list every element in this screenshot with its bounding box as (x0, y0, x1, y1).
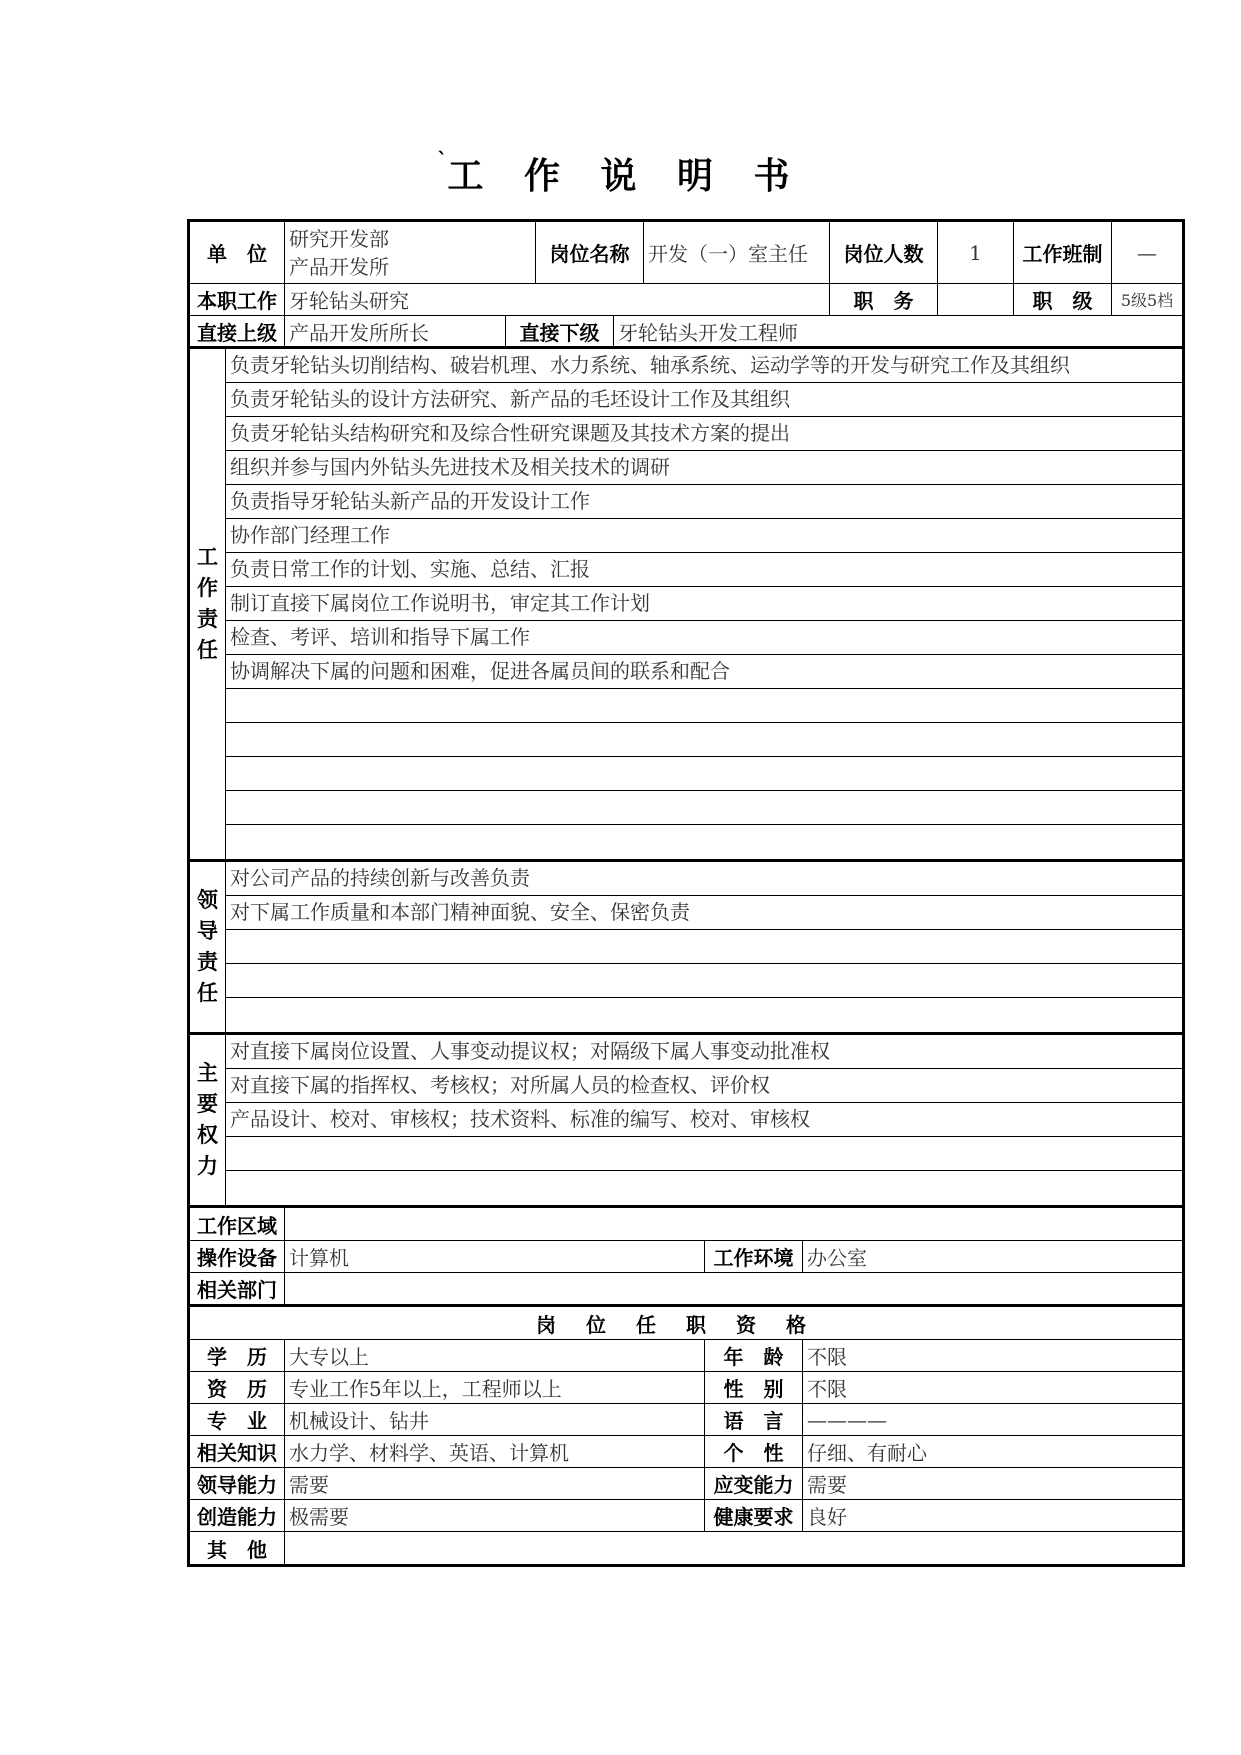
qualification-label: 性 别 (705, 1372, 803, 1403)
qualification-label: 资 历 (190, 1372, 285, 1403)
work-area-row (190, 1208, 1182, 1241)
leadership-item: 对公司产品的持续创新与改善负责 (226, 862, 1182, 896)
qualification-label: 领导能力 (190, 1468, 285, 1499)
responsibility-item: 负责牙轮钻头切削结构、破岩机理、水力系统、轴承系统、运动学等的开发与研究工作及其组织 (226, 349, 1182, 383)
leadership-list (226, 862, 1182, 1032)
main-work-label: 本职工作 (190, 284, 285, 315)
work-environment-value: 办公室 (807, 1246, 867, 1270)
responsibility-item: 负责日常工作的计划、实施、总结、汇报 (226, 553, 1182, 587)
qualification-row (190, 1500, 1182, 1532)
title-mark: ` (437, 148, 448, 172)
qualification-label: 语 言 (705, 1404, 803, 1435)
authority-item (226, 1137, 1182, 1171)
unit-label: 单 位 (190, 222, 285, 283)
duty-value (938, 284, 1014, 315)
authority-item (226, 1171, 1182, 1205)
authority-item: 产品设计、校对、审核权；技术资料、标准的编写、校对、审核权 (226, 1103, 1182, 1137)
subordinate-label: 直接下级 (506, 316, 614, 346)
responsibility-item (226, 757, 1182, 791)
unit-value-line-1: 研究开发部 (289, 226, 389, 251)
responsibilities-block (190, 349, 1182, 862)
shift-value: — (1137, 240, 1157, 265)
responsibilities-label: 工作责任 (190, 349, 226, 859)
qualification-value: 需要 (285, 1468, 705, 1499)
other-value (285, 1532, 1182, 1564)
subordinate-value: 牙轮钻头开发工程师 (618, 320, 798, 345)
responsibility-item: 协调解决下属的问题和困难，促进各属员间的联系和配合 (226, 655, 1182, 689)
work-environment-label: 工作环境 (705, 1241, 803, 1272)
qualification-label: 学 历 (190, 1340, 285, 1371)
qualification-label: 个 性 (705, 1436, 803, 1467)
authority-list (226, 1035, 1182, 1205)
leadership-item: 对下属工作质量和本部门精神面貌、安全、保密负责 (226, 896, 1182, 930)
qualification-label: 应变能力 (705, 1468, 803, 1499)
position-name-label: 岗位名称 (536, 222, 644, 283)
main-work-value: 牙轮钻头研究 (285, 284, 830, 315)
responsibility-item: 负责牙轮钻头结构研究和及综合性研究课题及其技术方案的提出 (226, 417, 1182, 451)
qualification-label: 健康要求 (705, 1500, 803, 1531)
qualification-value: 良好 (807, 1505, 847, 1529)
qualification-row (190, 1468, 1182, 1500)
unit-value (285, 222, 536, 283)
qualifications-heading-row (190, 1307, 1182, 1340)
qualification-label: 专 业 (190, 1404, 285, 1435)
qualification-value: 不限 (807, 1377, 847, 1401)
related-dept-value (285, 1273, 1182, 1304)
superior-label: 直接上级 (190, 316, 285, 346)
leadership-item (226, 930, 1182, 964)
job-description-form (187, 219, 1185, 1567)
authority-label: 主要权力 (190, 1035, 226, 1205)
other-label: 其 他 (190, 1532, 285, 1564)
responsibility-item: 协作部门经理工作 (226, 519, 1182, 553)
headcount-label: 岗位人数 (830, 222, 938, 283)
title-text: 工 作 说 明 书 (447, 156, 804, 197)
qualification-row (190, 1436, 1182, 1468)
leadership-label: 领导责任 (190, 862, 226, 1032)
responsibilities-list (226, 349, 1182, 859)
qualification-value: 仔细、有耐心 (807, 1441, 927, 1465)
qualification-row (190, 1372, 1182, 1404)
responsibility-item: 制订直接下属岗位工作说明书，审定其工作计划 (226, 587, 1182, 621)
qualification-row (190, 1340, 1182, 1372)
other-row (190, 1532, 1182, 1564)
responsibility-item: 检查、考评、培训和指导下属工作 (226, 621, 1182, 655)
headcount-value: 1 (938, 222, 1014, 283)
qualification-value: 专业工作5年以上，工程师以上 (285, 1372, 705, 1403)
unit-value-line-2: 产品开发所 (289, 254, 389, 279)
responsibility-item (226, 689, 1182, 723)
leadership-block (190, 862, 1182, 1035)
authority-block (190, 1035, 1182, 1208)
authority-item: 对直接下属岗位设置、人事变动提议权；对隔级下属人事变动批准权 (226, 1035, 1182, 1069)
related-dept-label: 相关部门 (190, 1273, 285, 1304)
qualification-value: 需要 (807, 1473, 847, 1497)
responsibility-item (226, 825, 1182, 859)
work-area-value (285, 1208, 1182, 1240)
position-name-value: 开发（一）室主任 (644, 222, 830, 283)
grade-label: 职 级 (1014, 284, 1112, 315)
equipment-value: 计算机 (285, 1241, 705, 1272)
header-row-2 (190, 284, 1182, 316)
equipment-label: 操作设备 (190, 1241, 285, 1272)
qualification-label: 创造能力 (190, 1500, 285, 1531)
qualification-value: ———— (807, 1407, 887, 1432)
header-row-1 (190, 222, 1182, 284)
leadership-item (226, 964, 1182, 998)
work-area-label: 工作区域 (190, 1208, 285, 1240)
header-row-3 (190, 316, 1182, 349)
qualification-value: 水力学、材料学、英语、计算机 (285, 1436, 705, 1467)
related-dept-row (190, 1273, 1182, 1307)
qualification-value: 机械设计、钻井 (285, 1404, 705, 1435)
grade-value: 5级5档 (1120, 291, 1174, 310)
duty-label: 职 务 (830, 284, 938, 315)
shift-label: 工作班制 (1014, 222, 1112, 283)
equipment-row (190, 1241, 1182, 1273)
qualification-value: 极需要 (285, 1500, 705, 1531)
qualification-label: 相关知识 (190, 1436, 285, 1467)
responsibility-item (226, 723, 1182, 757)
qualification-label: 年 龄 (705, 1340, 803, 1371)
responsibility-item: 负责牙轮钻头的设计方法研究、新产品的毛坯设计工作及其组织 (226, 383, 1182, 417)
qualification-value: 大专以上 (285, 1340, 705, 1371)
qualification-value: 不限 (807, 1345, 847, 1369)
responsibility-item: 组织并参与国内外钻头先进技术及相关技术的调研 (226, 451, 1182, 485)
document-title (0, 148, 1241, 199)
responsibility-item (226, 791, 1182, 825)
superior-value: 产品开发所所长 (285, 316, 506, 346)
leadership-item (226, 998, 1182, 1032)
authority-item: 对直接下属的指挥权、考核权；对所属人员的检查权、评价权 (226, 1069, 1182, 1103)
qualifications-heading: 岗位任职资格 (536, 1312, 836, 1337)
qualification-row (190, 1404, 1182, 1436)
responsibility-item: 负责指导牙轮钻头新产品的开发设计工作 (226, 485, 1182, 519)
